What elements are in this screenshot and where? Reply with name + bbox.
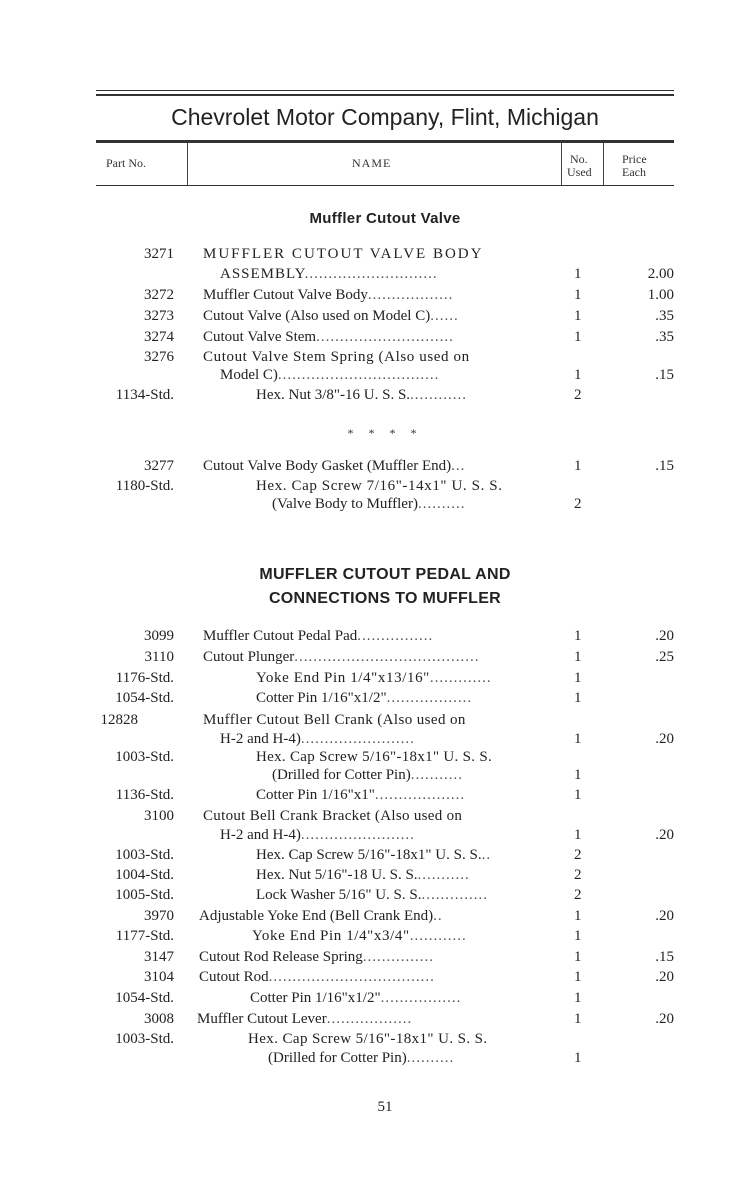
part-name: Cotter Pin 1/16"x1"................... bbox=[256, 787, 466, 803]
part-number: 3276 bbox=[144, 349, 174, 365]
part-name: Lock Washer 5/16" U. S. S............... bbox=[256, 887, 488, 903]
part-name: Cutout Valve Stem Spring (Also used on bbox=[203, 349, 470, 365]
part-number: 3271 bbox=[144, 246, 174, 262]
price: .20 bbox=[655, 827, 674, 843]
quantity: 1 bbox=[574, 1050, 582, 1066]
leader-dots: ... bbox=[451, 458, 466, 474]
part-number: 1003-Std. bbox=[115, 1031, 174, 1047]
price: .25 bbox=[655, 649, 674, 665]
part-number: 1054-Std. bbox=[115, 990, 174, 1006]
top-rule-thick bbox=[96, 94, 674, 96]
quantity: 1 bbox=[574, 649, 582, 665]
leader-dots: ................ bbox=[357, 628, 434, 644]
part-name: Hex. Cap Screw 5/16"-18x1" U. S. S... bbox=[256, 847, 492, 863]
leader-dots: ................. bbox=[380, 990, 462, 1006]
leader-dots: ........................ bbox=[300, 827, 415, 843]
part-name-cont: Model C).................................. bbox=[220, 367, 440, 383]
part-name: Hex. Nut 5/16"-18 U. S. S............ bbox=[256, 867, 470, 883]
quantity: 1 bbox=[574, 287, 582, 303]
part-name: Adjustable Yoke End (Bell Crank End).. bbox=[199, 908, 443, 924]
column-header-no-used-2: Used bbox=[567, 165, 592, 179]
price: 2.00 bbox=[647, 266, 674, 282]
quantity: 1 bbox=[574, 628, 582, 644]
leader-dots: ............................ bbox=[304, 266, 438, 282]
price: .20 bbox=[655, 969, 674, 985]
leader-dots: ................... bbox=[374, 787, 466, 803]
quantity: 1 bbox=[574, 670, 582, 686]
quantity: 1 bbox=[574, 949, 582, 965]
page-number: 51 bbox=[377, 1099, 393, 1115]
section-heading: CONNECTIONS TO MUFFLER bbox=[268, 590, 502, 607]
part-number: 1134-Std. bbox=[115, 387, 174, 403]
quantity: 2 bbox=[574, 887, 582, 903]
part-name: Cutout Bell Crank Bracket (Also used on bbox=[203, 808, 463, 824]
quantity: 1 bbox=[574, 928, 582, 944]
column-header-part-no: Part No. bbox=[106, 156, 146, 170]
leader-dots: .......... bbox=[417, 496, 466, 512]
quantity: 1 bbox=[574, 1011, 582, 1027]
quantity: 1 bbox=[574, 767, 582, 783]
column-header-no-used-1: No. bbox=[570, 152, 588, 166]
column-header-name: NAME bbox=[352, 156, 392, 170]
leader-dots: .................. bbox=[386, 690, 473, 706]
price: .20 bbox=[655, 908, 674, 924]
part-name: Yoke End Pin 1/4"x13/16"............. bbox=[256, 670, 492, 686]
part-number: 3970 bbox=[144, 908, 174, 924]
column-header-price-1: Price bbox=[622, 152, 647, 166]
leader-dots: ...... bbox=[430, 308, 459, 324]
part-name-cont: H-2 and H-4)........................ bbox=[220, 731, 415, 747]
quantity: 2 bbox=[574, 867, 582, 883]
part-name: Cutout Valve Stem............................. bbox=[203, 329, 454, 345]
leader-dots: ........... bbox=[417, 867, 470, 883]
quantity: 1 bbox=[574, 308, 582, 324]
part-name: Muffler Cutout Pedal Pad................ bbox=[203, 628, 434, 644]
quantity: 2 bbox=[574, 496, 582, 512]
leader-dots: ........... bbox=[410, 767, 463, 783]
quantity: 1 bbox=[574, 827, 582, 843]
header-rule-bottom bbox=[96, 185, 674, 186]
section-separator-stars: * * * * bbox=[347, 426, 423, 440]
quantity: 1 bbox=[574, 266, 582, 282]
part-name-cont: (Drilled for Cotter Pin).......... bbox=[268, 1050, 455, 1066]
part-number: 1180-Std. bbox=[115, 478, 174, 494]
part-name: Muffler Cutout Valve Body.................. bbox=[203, 287, 454, 303]
column-divider bbox=[187, 143, 188, 185]
part-name: Cutout Rod................................... bbox=[199, 969, 435, 985]
leader-dots: .............. bbox=[421, 887, 488, 903]
leader-dots: .. bbox=[433, 908, 443, 924]
part-number: 1136-Std. bbox=[115, 787, 174, 803]
quantity: 1 bbox=[574, 731, 582, 747]
leader-dots: ............... bbox=[362, 949, 434, 965]
price: .15 bbox=[655, 949, 674, 965]
price: .20 bbox=[655, 628, 674, 644]
column-divider bbox=[603, 143, 604, 185]
leader-dots: .................. bbox=[367, 287, 454, 303]
leader-dots: .................................. bbox=[277, 367, 440, 383]
header-rule-thick bbox=[96, 140, 674, 143]
part-number: 3100 bbox=[144, 808, 174, 824]
part-number: 3277 bbox=[144, 458, 174, 474]
part-name: Cutout Plunger....................................... bbox=[203, 649, 480, 665]
part-name: Hex. Cap Screw 5/16"-18x1" U. S. S. bbox=[256, 749, 493, 765]
leader-dots: ............. bbox=[429, 670, 492, 686]
part-number: 3273 bbox=[144, 308, 174, 324]
part-name: MUFFLER CUTOUT VALVE BODY bbox=[203, 246, 484, 262]
quantity: 1 bbox=[574, 367, 582, 383]
part-name: Yoke End Pin 1/4"x3/4"............ bbox=[252, 928, 467, 944]
part-name: Cutout Valve Body Gasket (Muffler End)... bbox=[203, 458, 466, 474]
part-name: Muffler Cutout Lever.................. bbox=[197, 1011, 413, 1027]
quantity: 1 bbox=[574, 329, 582, 345]
part-name: Hex. Nut 3/8"-16 U. S. S............. bbox=[256, 387, 468, 403]
part-number: 1054-Std. bbox=[115, 690, 174, 706]
leader-dots: .. bbox=[481, 847, 492, 863]
part-number: 1177-Std. bbox=[115, 928, 174, 944]
price: .15 bbox=[655, 458, 674, 474]
price: .20 bbox=[655, 731, 674, 747]
part-number: 3274 bbox=[144, 329, 174, 345]
price: .35 bbox=[655, 308, 674, 324]
leader-dots: ................................... bbox=[268, 969, 435, 985]
quantity: 1 bbox=[574, 458, 582, 474]
part-number: 3110 bbox=[144, 649, 174, 665]
price: .20 bbox=[655, 1011, 674, 1027]
part-number: 1005-Std. bbox=[115, 887, 174, 903]
part-name: Cotter Pin 1/16"x1/2".................. bbox=[256, 690, 473, 706]
quantity: 1 bbox=[574, 690, 582, 706]
section-heading: Muffler Cutout Valve bbox=[309, 210, 461, 227]
leader-dots: ............ bbox=[410, 387, 468, 403]
quantity: 1 bbox=[574, 787, 582, 803]
leader-dots: .......... bbox=[406, 1050, 455, 1066]
part-number: 3147 bbox=[144, 949, 174, 965]
part-number: 1176-Std. bbox=[115, 670, 174, 686]
part-number: 1004-Std. bbox=[115, 867, 174, 883]
page-title: Chevrolet Motor Company, Flint, Michigan bbox=[171, 104, 599, 130]
part-name-cont: (Drilled for Cotter Pin)........... bbox=[272, 767, 463, 783]
price: .35 bbox=[655, 329, 674, 345]
part-name: Cotter Pin 1/16"x1/2"................. bbox=[250, 990, 462, 1006]
leader-dots: ........................ bbox=[300, 731, 415, 747]
part-name: Hex. Cap Screw 5/16"-18x1" U. S. S. bbox=[248, 1031, 488, 1047]
quantity: 2 bbox=[574, 847, 582, 863]
part-name: Hex. Cap Screw 7/16"-14x1" U. S. S. bbox=[256, 478, 503, 494]
leader-dots: ....................................... bbox=[294, 649, 480, 665]
column-header-price-2: Each bbox=[622, 165, 646, 179]
part-name-cont: ASSEMBLY............................ bbox=[220, 266, 438, 282]
part-number: 3104 bbox=[144, 969, 174, 985]
quantity: 1 bbox=[574, 990, 582, 1006]
part-number: 3008 bbox=[144, 1011, 174, 1027]
top-rule-thin bbox=[96, 90, 674, 91]
part-name-cont: (Valve Body to Muffler).......... bbox=[272, 496, 466, 512]
part-name-cont: H-2 and H-4)........................ bbox=[220, 827, 415, 843]
part-number: 12828 bbox=[100, 712, 138, 728]
leader-dots: ............ bbox=[409, 928, 467, 944]
column-divider bbox=[561, 143, 562, 185]
quantity: 1 bbox=[574, 969, 582, 985]
quantity: 1 bbox=[574, 908, 582, 924]
part-number: 3272 bbox=[144, 287, 174, 303]
part-number: 1003-Std. bbox=[115, 749, 174, 765]
leader-dots: .................. bbox=[326, 1011, 413, 1027]
part-name: Muffler Cutout Bell Crank (Also used on bbox=[203, 712, 466, 728]
section-heading: MUFFLER CUTOUT PEDAL AND bbox=[259, 566, 511, 583]
part-name: Cutout Rod Release Spring............... bbox=[199, 949, 434, 965]
part-number: 3099 bbox=[144, 628, 174, 644]
price: .15 bbox=[655, 367, 674, 383]
price: 1.00 bbox=[647, 287, 674, 303]
quantity: 2 bbox=[574, 387, 582, 403]
leader-dots: ............................. bbox=[316, 329, 454, 345]
part-number: 1003-Std. bbox=[115, 847, 174, 863]
part-name: Cutout Valve (Also used on Model C)...... bbox=[203, 308, 459, 324]
